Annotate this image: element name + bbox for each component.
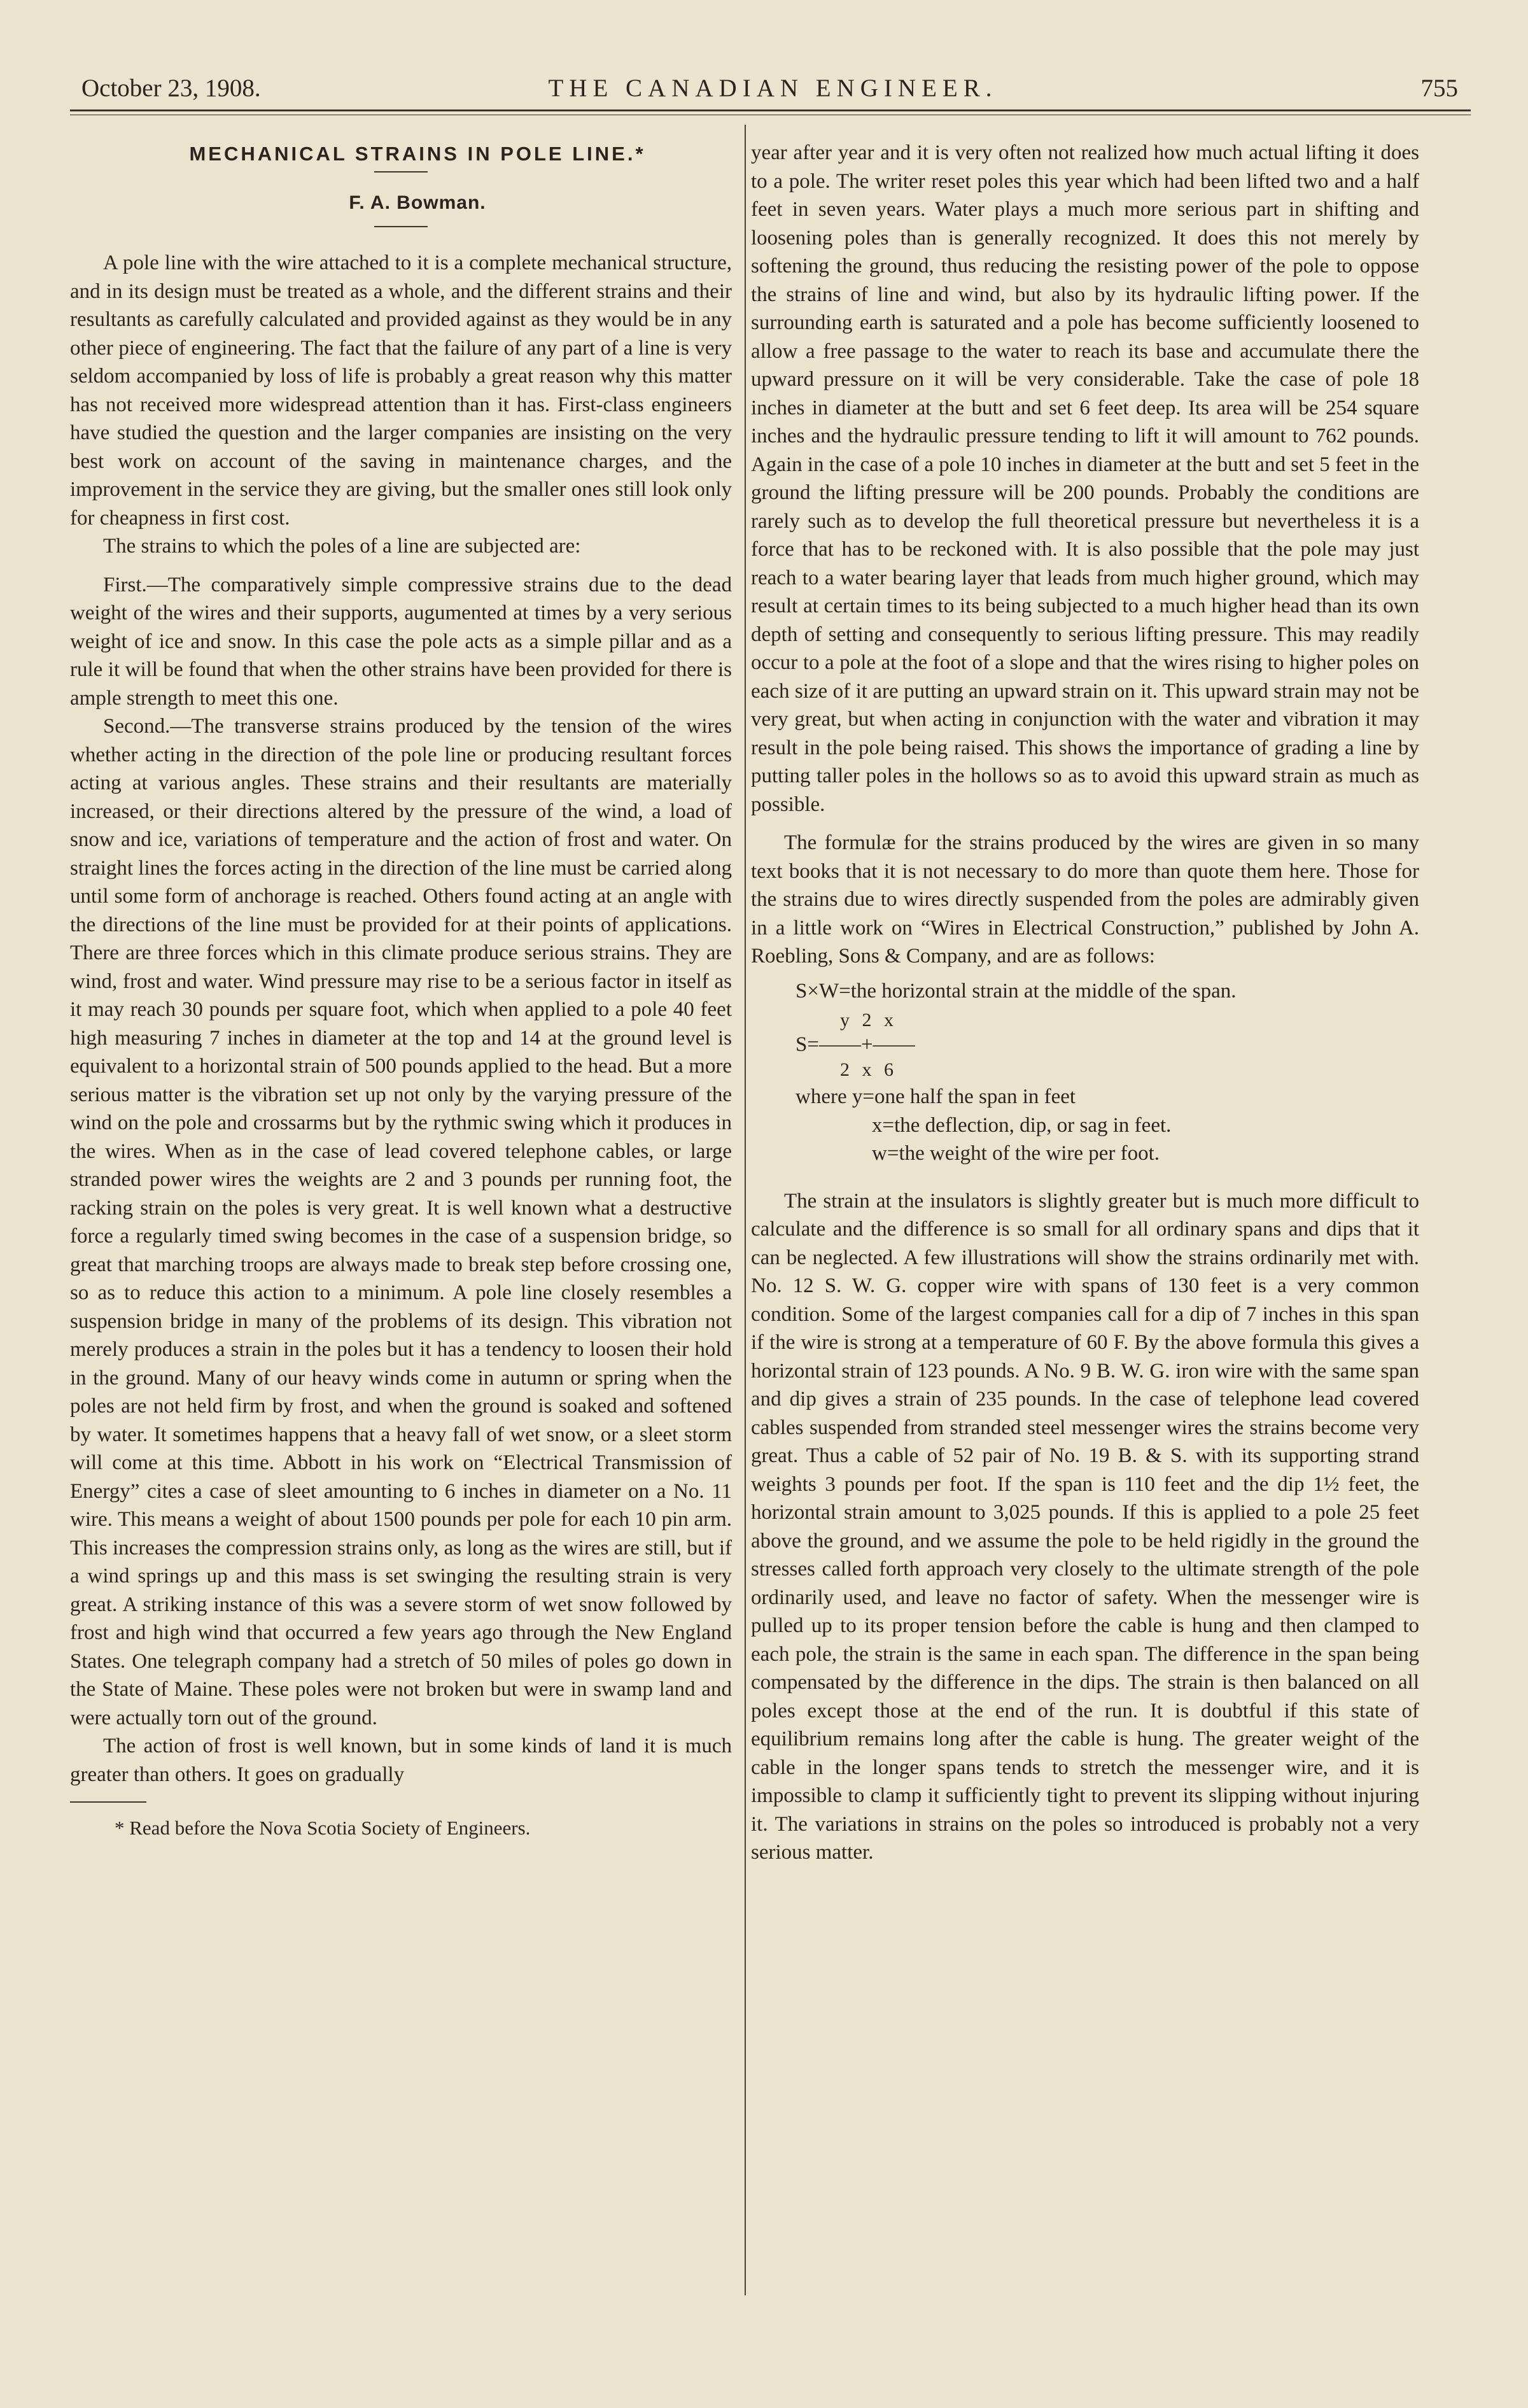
formula-denominators: 2 x 6 xyxy=(840,1059,897,1080)
left-column xyxy=(70,140,732,1843)
paragraph: Second.—The transverse strains produced by the tension of the wires whether acting in the direction of the pole line or producing resultant forces acting at various angles. These strains and their resultants are materially increased, or their directions altered by the pressure of the wind, a load of snow and ice, variations of temperature and the action of frost and water. On straight lines the forces acting in the direction of the line must be carried along until some form of anchorage is reached. Others found acting at an angle with the directions of the line must be provided for at their points of applications. There are three forces which in this climate produce serious strains. They are wind, frost and water. Wind pressure may rise to be a serious factor in itself as it may reach 30 pounds per square foot, which when applied to a pole 40 feet high measuring 7 inches in diameter at the top and 14 at the ground level is equivalent to a horizontal strain of 500 pounds applied to the head. But a more serious matter is the vibration set up not only by the varying pressure of the wind on the pole and crossarms but by the rythmic swing which it produces in the wires. When as in the case of lead covered telephone cables, or large stranded power wires the weights are 2 and 3 pounds per running foot, the racking strain on the poles is very great. It is well known what a destructive force a regularly timed swing becomes in the case of a suspension bridge, so great that marching troops are always made to break step before crossing one, so as to reduce this action to a minimum. A pole line closely resembles a suspension bridge in many of the problems of its design. This vibration not merely produces a strain in the poles but it has a tendency to loosen their hold in the ground. Many of our heavy winds come in autumn or spring when the poles are not held firm by frost, and when the ground is soaked and softened by water. It sometimes happens that a heavy fall of wet snow, or a sleet storm will come at this time. Abbott in his work on “Electrical Transmission of Energy” cites a case of sleet amounting to 6 inches in diameter on a No. 11 wire. This means a weight of about 1500 pounds per pole for each 10 pin arm. This increases the compression strains only, as long as the wires are still, but if a wind springs up and this mass is set swinging the resulting strain is very great. A striking instance of this was a severe storm of wet snow followed by frost and high wind that occurred a few years ago through the New England States. One telegraph company had a stretch of 50 miles of poles go down in the State of Maine. These poles were not broken but were in swamp land and were actually torn out of the ground. xyxy=(70,715,732,1729)
paragraph: First.—The comparatively simple compressive strains due to the dead weight of the wires and their supports, augumented at times by a very serious weight of ice and snow. In this case the pole acts as a simple pillar and as a rule it will be found that when the other strains have been provided for there is ample strength to meet this one. xyxy=(70,573,732,710)
header-rule xyxy=(70,109,1471,111)
journal-title: THE CANADIAN ENGINEER. xyxy=(548,74,998,102)
paragraph: The formulæ for the strains produced by the wires are given in so many text books that it is not necessary to do more than quote them here. Those for the strains due to wires directly suspended from the poles are admirably given in a little work on “Wires in Electrical Construction,” published by John A. Roebling, Sons & Company, and are as follows: xyxy=(751,831,1419,968)
formula-equation: S=——+—— xyxy=(796,1033,915,1056)
issue-date: October 23, 1908. xyxy=(81,74,261,102)
title-rule xyxy=(374,171,428,173)
formula-numerators: y 2 x xyxy=(840,1010,897,1031)
paragraph: The action of frost is well known, but in some kinds of land it is much greater than others. It goes on gradually xyxy=(70,1735,732,1786)
footnote-rule xyxy=(70,1801,146,1803)
formula-line: S×W=the horizontal strain at the middle of the span. xyxy=(796,979,1237,1003)
paragraph: A pole line with the wire attached to it is a complete mechanical structure, and in its design must be treated as a whole, and the different strains and their resultants as carefully calculated and provided against as they would be in any other piece of engineering. The fact that the failure of any part of a line is very seldom accompanied by loss of life is probably a great reason why this matter has not received more widespread attention than it has. First-class engineers have studied the question and the larger companies are insisting on the very best work on account of the saving in maintenance charges, and the improvement in the service they are giving, but the smaller ones still look only for cheapness in first cost. xyxy=(70,251,732,530)
article-title: MECHANICAL STRAINS IN POLE LINE.* xyxy=(189,143,646,165)
paragraph-gap xyxy=(751,819,1419,829)
paragraph: The strain at the insulators is slightly greater but is much more difficult to calculate and the difference is so small for all ordinary spans and dips that it can be neglected. A few illustrations will show the strains ordinarily met with. No. 12 S. W. G. copper wire with spans of 130 feet is a very common condition. Some of the largest companies call for a dip of 7 inches in this span if the wire is strong at a temperature of 60 F. By the above formula this gives a horizontal strain of 123 pounds. A No. 9 B. W. G. iron wire with the same span and dip gives a strain of 235 pounds. In the case of telephone lead covered cables suspended from stranded steel messenger wires the strains become very great. Thus a cable of 52 pair of No. 19 B. & S. with its supporting strand weights 3 pounds per foot. If the span is 110 feet and the dip 1½ feet, the horizontal strain amount to 3,025 pounds. If this is applied to a pole 25 feet above the ground, and we assume the pole to be held rigidly in the ground the stresses called forth approach very closely to the ultimate strength of the pole ordinarily used, and leave no factor of safety. When the messenger wire is pulled up to its proper tension before the cable is hung and then clamped to each pole, the strain is the same in each span. The difference in the span being compensated by the difference in the dips. The strain is then balanced on all poles except those at the end of the run. It is doubtful if this state of equilibrium remains long after the cable is hung. The greater weight of the cable in the longer spans tends to stretch the messenger wire, and it is impossible to clamp it sufficiently tight to prevent its slipping without injuring it. The variations in strains on the poles so introduced is probably not a very serious matter. xyxy=(751,1189,1419,1864)
paragraph-gap xyxy=(70,561,732,571)
column-divider xyxy=(745,125,746,2295)
page-number: 755 xyxy=(1420,74,1458,102)
paragraph: The strains to which the poles of a line are subjected are: xyxy=(103,535,581,558)
paragraph-gap xyxy=(751,1168,1419,1187)
formula-where: x=the deflection, dip, or sag in feet. xyxy=(872,1113,1172,1137)
footnote: * Read before the Nova Scotia Society of Engineers. xyxy=(115,1817,531,1839)
article-author: F. A. Bowman. xyxy=(349,192,486,213)
strain-formula xyxy=(796,977,1419,1168)
formula-where: w=the weight of the wire per foot. xyxy=(872,1142,1160,1165)
paragraph: year after year and it is very often not realized how much actual lifting it does to a pole. The writer reset poles this year which had been lifted two and a half feet in seven years. Water plays a much more serious part in shifting and loosening poles than is generally recognized. It does this not merely by softening the ground, thus reducing the resisting power of the pole to oppose the strains of line and wind, but also by its hydraulic lifting power. If the surrounding earth is saturated and a pole has become sufficiently loosened to allow a free passage to the water to reach its base and accumulate there the upward pressure on it will be very considerable. Take the case of pole 18 inches in diameter at the butt and set 6 feet deep. Its area will be 254 square inches and the hydraulic pressure tending to lift it will amount to 762 pounds. Again in the case of a pole 10 inches in diameter at the butt and set 5 feet in the ground the lifting pressure will be 200 pounds. Probably the conditions are rarely such as to develop the full theoretical pressure but nevertheless it is a force that has to be reckoned with. It is also possible that the pole may just reach to a water bearing layer that leads from much higher ground, which may result at certain times to its being subjected to a much higher head than its own depth of setting and consequently to serious lifting pressure. This may readily occur to a pole at the foot of a slope and that the wires rising to higher poles on each size of it are putting an upward strain on it. This upward strain may not be very great, but when acting in conjunction with the water and vibration it may result in the pole being raised. This shows the importance of grading a line by putting taller poles in the hollows so as to avoid this upward strain as much as possible. xyxy=(751,141,1419,816)
right-column xyxy=(751,139,1419,1867)
running-header xyxy=(81,69,1464,107)
author-rule xyxy=(374,226,428,227)
formula-where: where y=one half the span in feet xyxy=(796,1085,1076,1108)
